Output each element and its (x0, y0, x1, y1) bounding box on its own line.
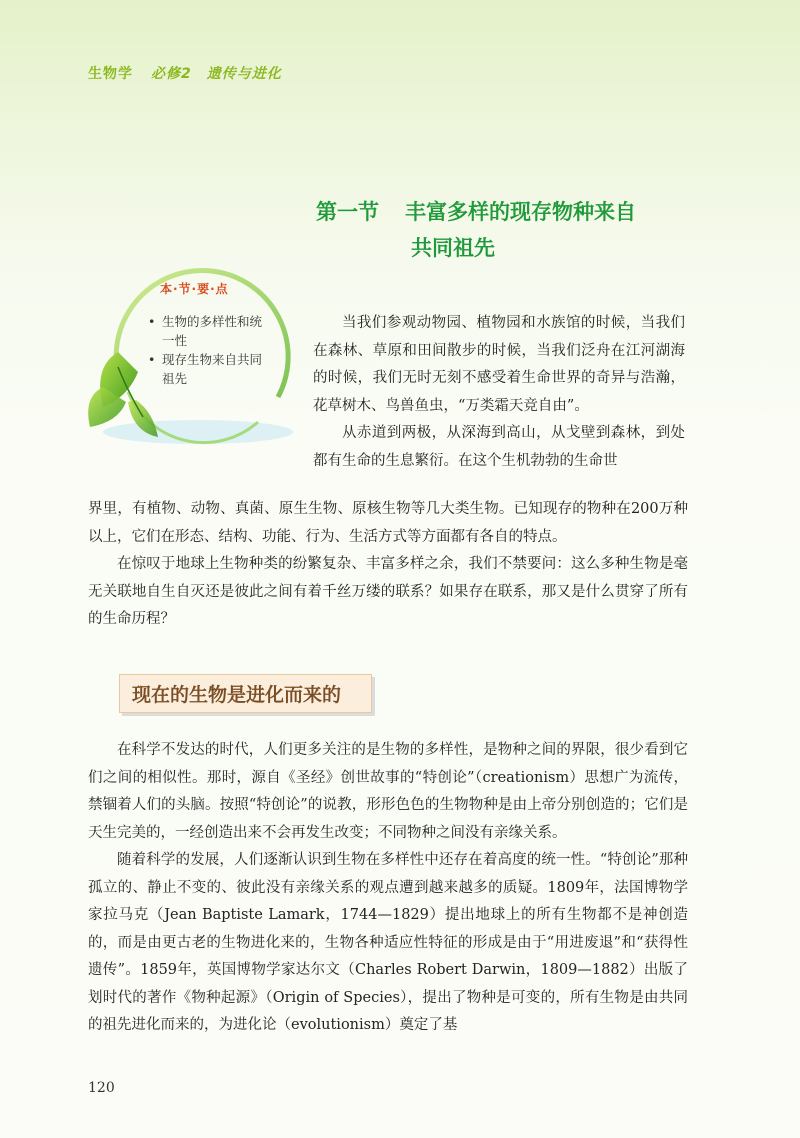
subheading-box (119, 674, 372, 713)
key-point-item: • 现存生物来自共同祖先 (148, 350, 266, 388)
intro-text (313, 310, 685, 475)
header-subject: 生物学 (88, 66, 133, 82)
paragraph: 在科学不发达的时代，人们更多关注的是生物的多样性，是物种之间的界限，很少看到它们之间的相似性。那时，源自《圣经》创世故事的“特创论”（creationism）思想广为流传，禁锢着人们的头脑。按照“特创论”的说教，形形色色的生物物种是由上帝分别创造的；它们是天生完美的，一经创造出来不会再发生改变；不同物种之间没有亲缘关系。 (88, 742, 688, 841)
key-points-heading: 本·节·要·点 (160, 282, 229, 296)
section-number: 第一节 (316, 200, 379, 224)
paragraph: 当我们参观动物园、植物园和水族馆的时候，当我们在森林、草原和田间散步的时候，当我们泛舟在江河湖海的时候，我们无时无刻不感受着生命世界的奇异与浩瀚，花草树木、鸟兽鱼虫，“万类霜天竞自由”。 (313, 315, 685, 414)
key-points-box (88, 232, 303, 462)
paragraph: 从赤道到两极，从深海到高山，从戈壁到森林，到处都有生命的生息繁衍。在这个生机勃勃的生命世 (313, 425, 685, 469)
header-book: 必修2 遗传与进化 (151, 66, 282, 82)
title-line-1: 丰富多样的现存物种来自 (405, 200, 636, 224)
title-line-2: 共同祖先 (411, 236, 495, 260)
paragraph: 界里，有植物、动物、真菌、原生生物、原核生物等几大类生物。已知现存的物种在200万种以上，它们在形态、结构、功能、行为、生活方式等方面都有各自的特点。 (88, 501, 688, 545)
paragraph: 在惊叹于地球上生物种类的纷繁复杂、丰富多样之余，我们不禁要问：这么多种生物是毫无关联地自生自灭还是彼此之间有着千丝万缕的联系？如果存在联系，那又是什么贯穿了所有的生命历程？ (88, 556, 688, 627)
running-header (88, 63, 282, 83)
subheading: 现在的生物是进化而来的 (132, 684, 342, 706)
key-point-item: • 生物的多样性和统一性 (148, 312, 266, 350)
key-points-list (148, 312, 266, 388)
paragraph: 随着科学的发展，人们逐渐认识到生物在多样性中还存在着高度的统一性。“特创论”那种孤立的、静止不变的、彼此没有亲缘关系的观点遭到越来越多的质疑。1809年，法国博物学家拉马克（Jean Baptiste Lamark，1744—1829）提出地球上的所有生物都不是神创造的，而是由更古老的生物进化来的，生物各种适应性特征的形成是由于“用进废退”和“获得性遗传”。1859年，英国博物学家达尔文（Charles Robert Darwin，1809—1882）出版了划时代的著作《物种起源》（Origin of Species），提出了物种是可变的，所有生物是由共同的祖先进化而来的，为进化论（evolutionism）奠定了基 (88, 852, 688, 1033)
body-text-2 (88, 737, 688, 1040)
page-number: 120 (88, 1080, 115, 1096)
body-text-1 (88, 496, 688, 634)
section-title (316, 194, 716, 266)
